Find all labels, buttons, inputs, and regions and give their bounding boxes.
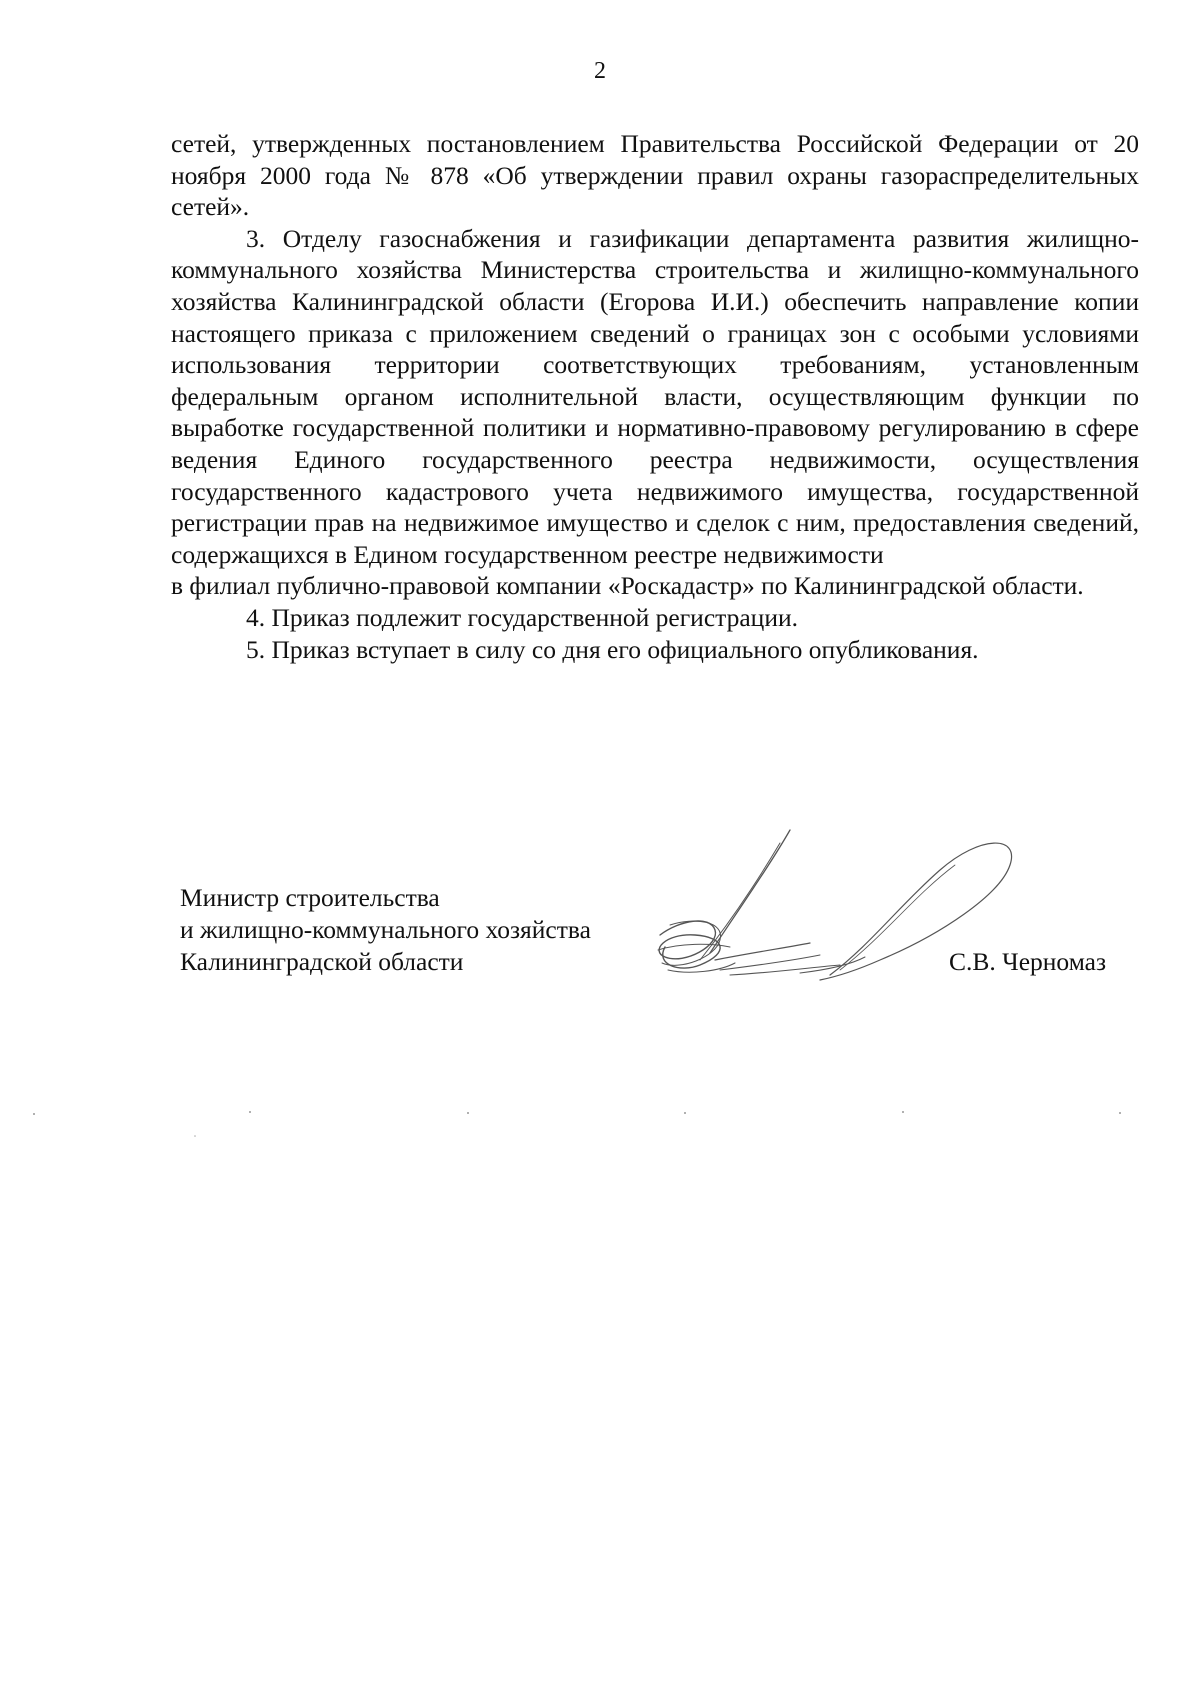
position-line: Министр строительства <box>180 883 440 912</box>
paragraph-item-5: 5. Приказ вступает в силу со дня его официального опубликования. <box>246 634 979 664</box>
paragraph-continuation: сетей, утвержденных постановлением Правительства Российской Федерации от 20 ноября 2000 года № 878 «Об утверждении правил охраны газораспределительных сетей». <box>171 129 1139 222</box>
position-line: Калининградской области <box>180 947 464 976</box>
paragraph-item-4: 4. Приказ подлежит государственной регистрации. <box>246 602 798 632</box>
paragraph-item-3: 3. Отделу газоснабжения и газификации департамента развития жилищно-коммунального хозяйства Министерства строительства и жилищно-коммунального хозяйства Калининградской области (Егорова И.И.) обеспечить направление копии настоящего приказа с приложением сведений о границах зон с особыми условиями использования территории соответствующих требованиям, установленным федеральным органом исполнительной власти, осуществляющим функции по выработке государственной политики и нормативно-правовому регулированию в сфере ведения Единого государственного реестра недвижимости, осуществления государственного кадастрового учета недвижимого имущества, государственной регистрации прав на недвижимое имущество и сделок с ним, предоставления сведений, содержащихся в Едином государственном реестре недвижимости <box>171 223 1139 569</box>
document-body <box>171 128 1139 665</box>
position-line: и жилищно-коммунального хозяйства <box>180 915 591 944</box>
paragraph-item-3-recipient: в филиал публично-правовой компании «Роскадастр» по Калининградской области. <box>171 571 1084 601</box>
scan-specks <box>0 1100 1200 1140</box>
page-number: 2 <box>594 58 606 84</box>
signatory-name: С.В. Черномаз <box>949 947 1107 976</box>
signatory-position <box>180 882 591 978</box>
